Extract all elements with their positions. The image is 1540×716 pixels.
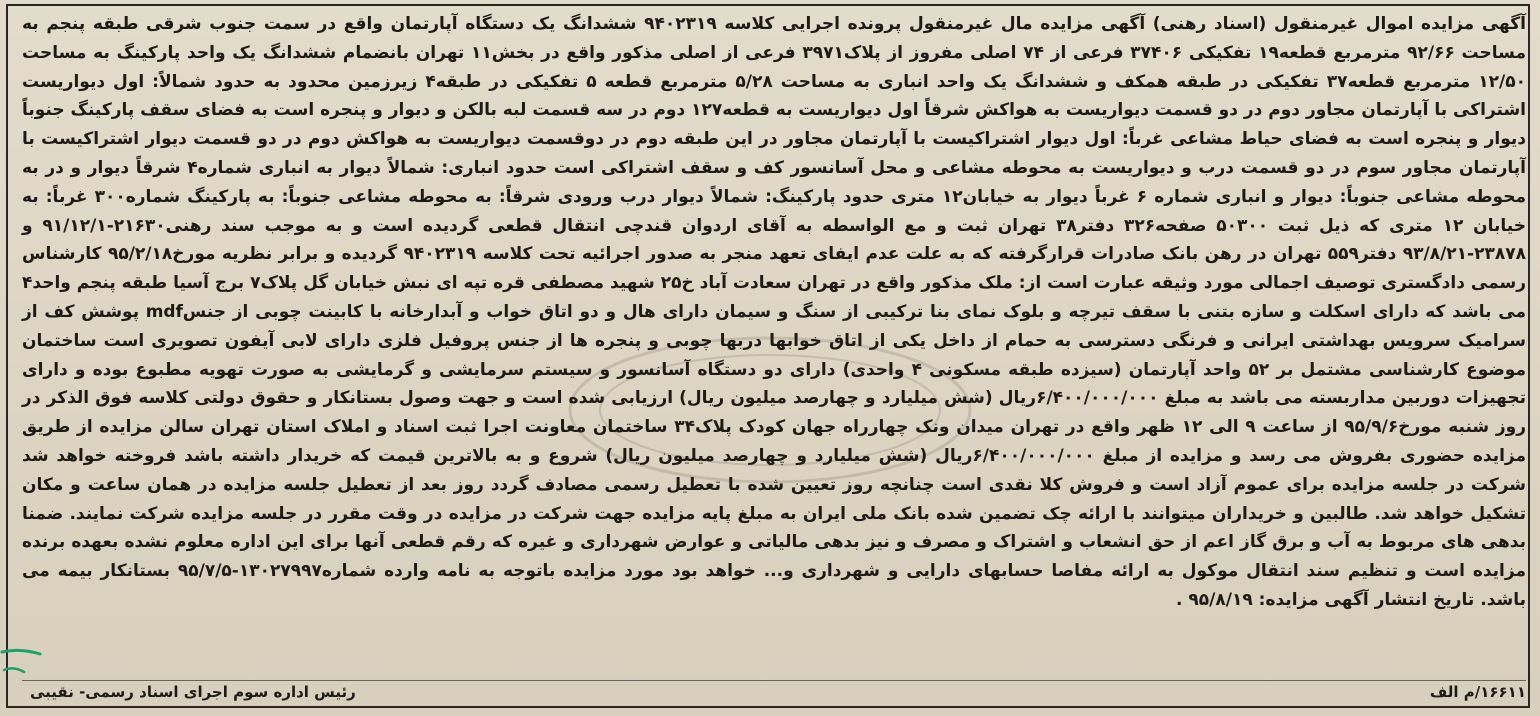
signature-line: رئیس اداره سوم اجرای اسناد رسمی- نقیبی [30,683,356,701]
notice-body: آگهی مزایده اموال غیرمنقول (اسناد رهنی) آگهی مزایده مال غیرمنقول پرونده اجرایی کلاسه ۹۴۰۲۳۱۹ ششدانگ یک دستگاه آپارتمان واقع در سمت جنوب شرقی طبقه پنجم به مساحت ۹۲/۶۶ مترمربع قطعه۱۹ تفکیکی ۳۷۴۰۶ فرعی از ۷۴ اصلی مفروز از پلاک۳۹۷۱ فرعی از اصلی مذکور واقع در بخش۱۱ تهران بانضمام ششدانگ یک واحد پارکینگ به مساحت ۱۲/۵۰ مترمربع قطعه۳۷ تفکیکی در طبقه همکف و ششدانگ یک واحد انباری به مساحت ۵/۲۸ مترمربع قطعه ۵ تفکیکی در طبقه۴ زیرزمین محدود به حدود شمالاً: اول دیواریست اشتراکی با آپارتمان مجاور دوم در دو قسمت دیواریست به هواکش شرقاً اول دیواریست به قطعه۱۲۷ دوم در سه قسمت لبه بالکن و دیوار و پنجره است به فضای سقف پارکینگ جنوباً دیوار و پنجره است به فضای حیاط مشاعی غرباً: اول دیوار اشتراکیست با آپارتمان مجاور در این طبقه دوم در دوقسمت دیواریست به هواکش دوم در دو قسمت دیوار اشتراکیست با آپارتمان مجاور سوم در دو قسمت درب و دیواریست به محوطه مشاعی و محل آسانسور کف و سقف اشتراکی است حدود انباری: شمالاً دیوار به انباری شماره۴ شرقاً دیوار و در به محوطه مشاعی جنوباً: دیوار و انباری شماره ۶ غرباً دیوار به خیابان۱۲ متری حدود پارکینگ: شمالاً دیوار درب ورودی شرقاً: به محوطه مشاعی جنوباً: به پارکینگ شماره۳۰۰ غرباً: به خیابان ۱۲ متری که ذیل ثبت ۵۰۳۰۰ صفحه۳۲۶ دفتر۳۸ تهران ثبت و مع الواسطه به آقای اردوان قندچی انتقال قطعی گردیده است و به موجب سند رهنی۲۱۶۳۰-۹۱/۱۲/۱ و ۲۳۸۷۸-۹۳/۸/۲۱ دفتر۵۵۹ تهران در رهن بانک صادرات قرارگرفته که به علت عدم ایفای تعهد منجر به صدور اجرائیه تحت کلاسه ۹۴۰۲۳۱۹ گردیده و برابر نظریه مورخ۹۵/۲/۱۸ کارشناس رسمی دادگستری توصیف اجمالی مورد وثیقه عبارت است از: ملک مذکور واقع در تهران سعادت آباد خ۲۵ شهید مصطفی قره تپه ای نبش خیابان گل پلاک۷ برج آسیا طبقه پنجم واحد۴ می باشد که دارای اسکلت و سازه بتنی با سقف تیرچه و بلوک نمای بنا ترکیبی از سنگ و سیمان دارای هال و دو اتاق خواب و آبدارخانه با کابینت چوبی از جنسmdf پوشش کف از سرامیک سرویس بهداشتی ایرانی و فرنگی دسترسی به حمام از داخل یکی از اتاق خوابها دربها چوبی و پنجره ها از جنس پروفیل فلزی دارای لابی آیفون تصویری است ساختمان موضوع کارشناسی مشتمل بر ۵۲ واحد آپارتمان (سیزده طبقه مسکونی ۴ واحدی) دارای دو دستگاه آسانسور و سیستم سرمایشی و گرمایشی به صورت تهویه مطبوع بوده و دارای تجهیزات دوربین مداربسته می باشد به مبلغ ۶/۴۰۰/۰۰۰/۰۰۰ریال (شش میلیارد و چهارصد میلیون ریال) ارزیابی شده است و جهت وصول بستانکار و حقوق دولتی کلاسه فوق الذکر در روز شنبه مورخ۹۵/۹/۶ از ساعت ۹ الی ۱۲ ظهر واقع در تهران میدان ونک چهارراه جهان کودک پلاک۳۴ ساختمان معاونت اجرا ثبت اسناد و املاک استان تهران سالن مزایده از طریق مزایده حضوری بفروش می رسد و مزایده از مبلغ ۶/۴۰۰/۰۰۰/۰۰۰ریال (شش میلیارد و چهارصد میلیون ریال) شروع و به بالاترین قیمت که خریدار داشته باشد فروخته خواهد شد شرکت در جلسه مزایده برای عموم آزاد است و فروش کلا نقدی است چنانچه روز تعیین شده با تعطیل رسمی مصادف گردد روز بعد از تعطیل جلسه مزایده در همان ساعت و مکان تشکیل خواهد شد. طالبین و خریداران میتوانند با ارائه چک تضمین شده بانک ملی ایران به مبلغ پایه مزایده جهت شرکت در مزایده در وقت مقرر در جلسه مزایده شرکت نمایند. ضمنا بدهی های مربوط به آب و برق گاز اعم از حق انشعاب و اشتراک و مصرف و نیز بدهی مالیاتی و عوارض شهرداری و غیره که رقم قطعی آنها برای این اداره معلوم نشده بعهده برنده مزایده است و تنظیم سند انتقال موکول به ارائه مفاصا حسابهای دارایی و شهرداری و... خواهد بود مورد مزایده باتوجه به نامه وارده شماره۱۳۰۲۷۹۹۷-۹۵/۷/۵ بستانکار بیمه می باشد. تاریخ انتشار آگهی مزایده: ۹۵/۸/۱۹ . [22,14,1527,610]
reference-number: ۱۶۶۱۱/م الف [1429,683,1526,701]
notice-footer [22,680,1526,703]
